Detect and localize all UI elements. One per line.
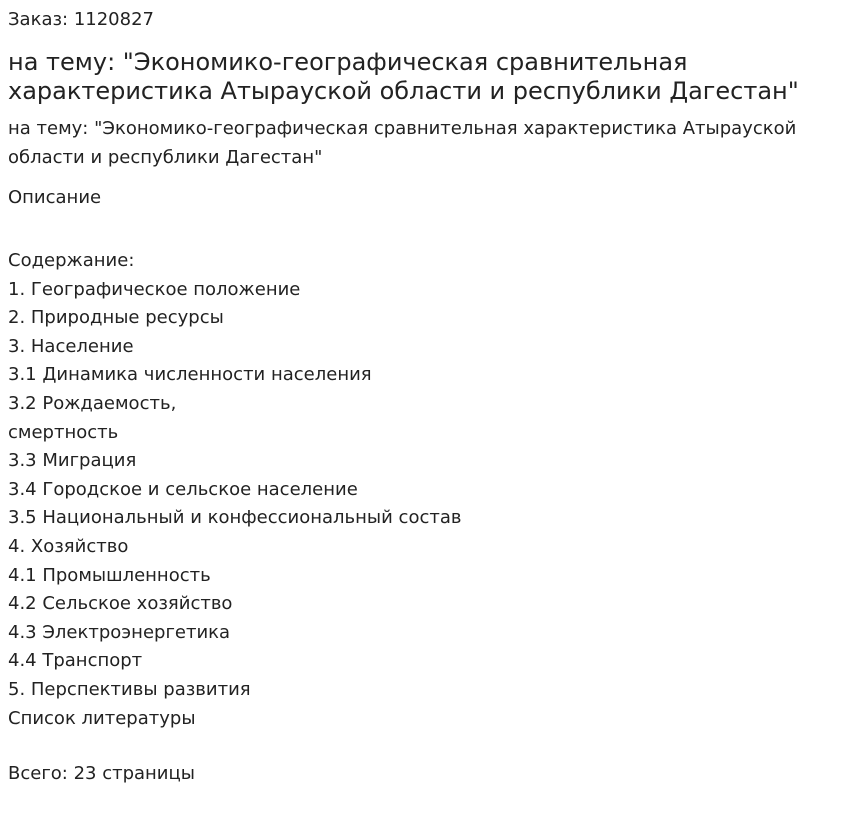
contents-item: 3.5 Национальный и конфессиональный состав xyxy=(8,507,462,529)
page-subtitle: на тему: "Экономико-географическая сравнительная характеристика Атырауской области и республики Дагестан" xyxy=(8,118,797,168)
contents-item: 4.3 Электроэнергетика xyxy=(8,621,231,643)
total-pages: Всего: 23 страницы xyxy=(8,763,195,784)
contents-item: 1. Географическое положение xyxy=(8,278,301,300)
contents-item: 4.1 Промышленность xyxy=(8,564,211,586)
contents-item: 5. Перспективы развития xyxy=(8,678,251,700)
description-heading: Описание xyxy=(8,187,102,208)
contents-item: 3.2 Рождаемость, xyxy=(8,392,177,414)
contents-item: 2. Природные ресурсы xyxy=(8,307,224,329)
page-title: на тему: "Экономико-географическая сравнительная характеристика Атырауской области и республики Дагестан" xyxy=(8,48,799,105)
table-of-contents xyxy=(8,247,461,733)
contents-item: 3.3 Миграция xyxy=(8,450,137,472)
contents-item: Список литературы xyxy=(8,707,196,729)
contents-item: 4.2 Сельское хозяйство xyxy=(8,593,233,615)
contents-item: 4. Хозяйство xyxy=(8,535,129,557)
order-number: Заказ: 1120827 xyxy=(8,9,154,30)
contents-item: 4.4 Транспорт xyxy=(8,650,143,672)
contents-item: 3.4 Городское и сельское население xyxy=(8,478,358,500)
contents-item: 3. Население xyxy=(8,335,134,357)
contents-item: смертность xyxy=(8,421,119,443)
contents-heading: Содержание: xyxy=(8,250,135,271)
contents-item: 3.1 Динамика численности населения xyxy=(8,364,372,386)
